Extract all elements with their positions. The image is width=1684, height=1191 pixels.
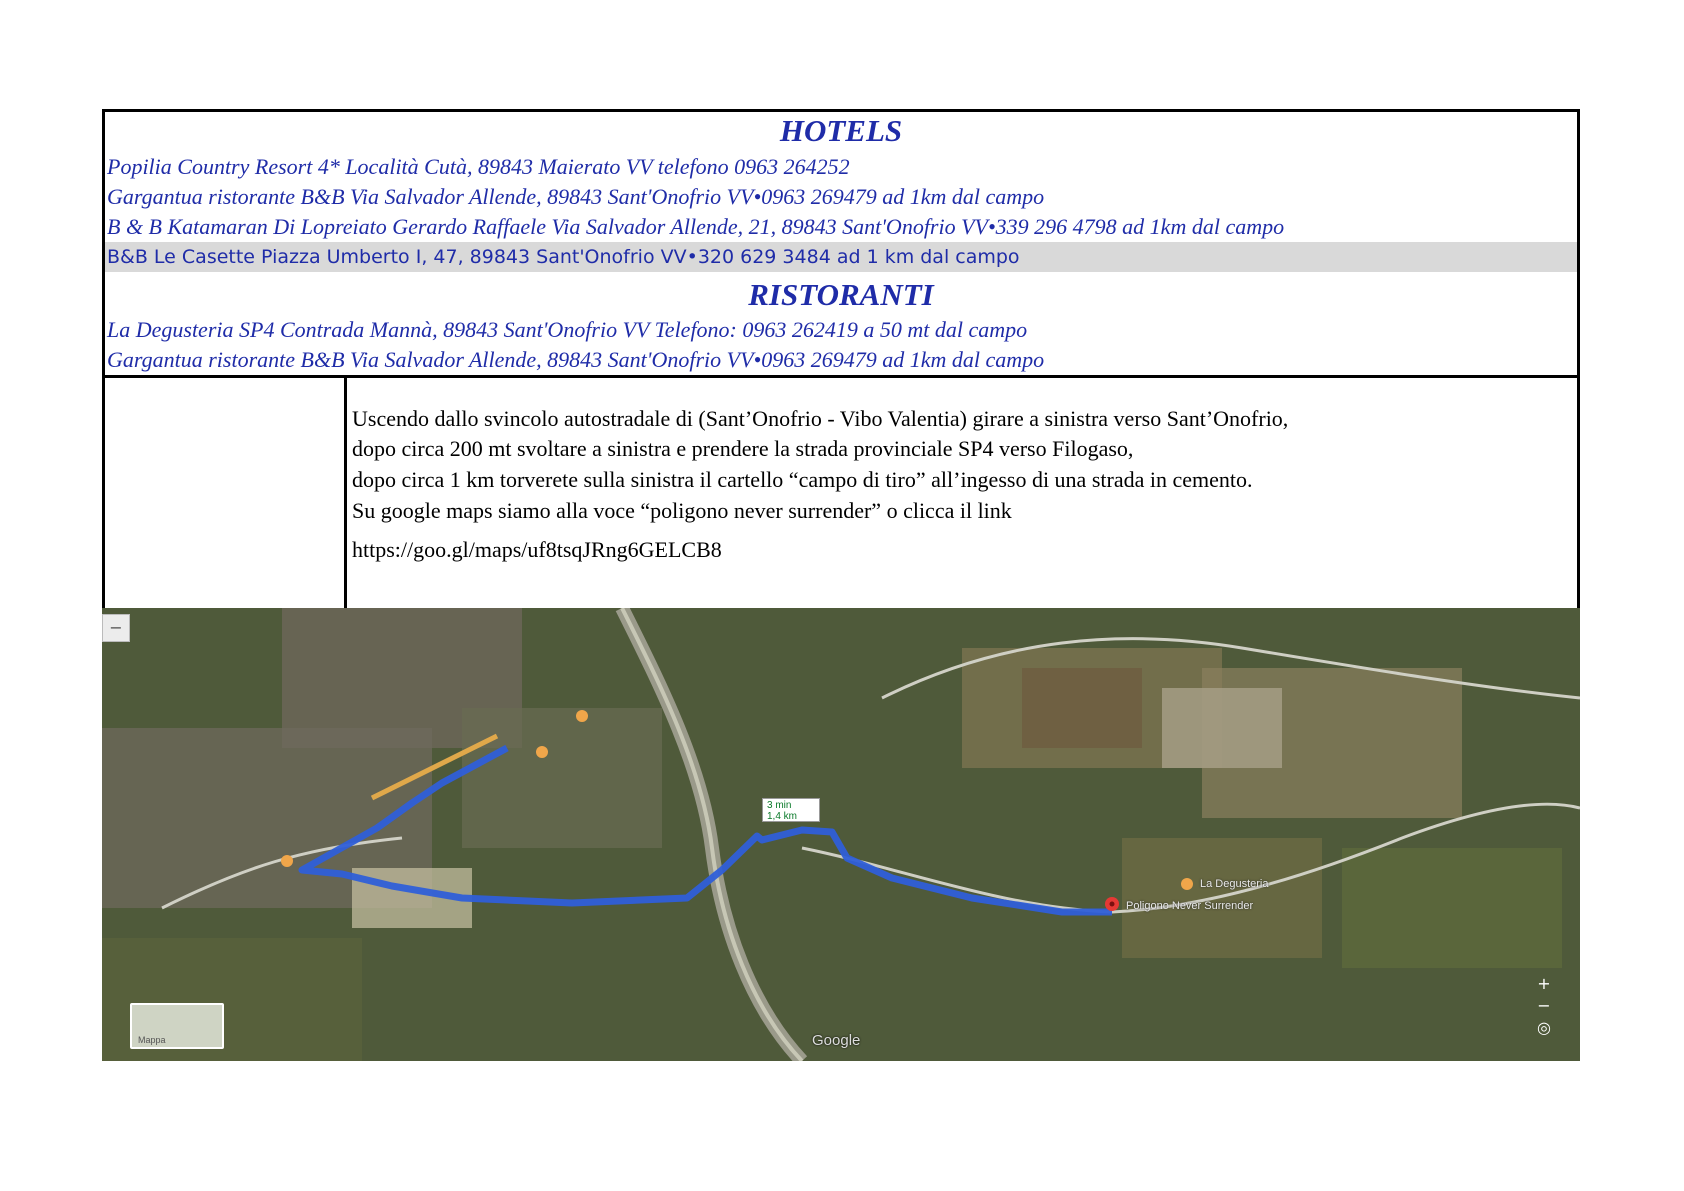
satellite-map-image [102,608,1580,1061]
directions-line-4: Su google maps siamo alla voce “poligono never surrender” o clicca il link [352,498,1012,523]
hotel-line-2: Gargantua ristorante B&B Via Salvador Allende, 89843 Sant'Onofrio VV•0963 269479 ad 1km dal campo [107,184,1045,209]
hotel-line-3: B & B Katamaran Di Lopreiato Gerardo Raffaele Via Salvador Allende, 21, 89843 Sant'Onofrio VV•339 296 4798 ad 1km dal campo [107,214,1285,239]
zoom-controls[interactable] [1531,973,1557,1053]
map-thumbnail-label: Mappa [138,1035,166,1045]
route-time: 3 min [767,800,792,811]
zoom-out-icon[interactable]: − [1537,996,1551,1015]
directions-line-3: dopo circa 1 km torverete sulla sinistra il cartello “campo di tiro” all’ingesso di una strada in cemento. [352,467,1253,492]
restaurant-line-2: Gargantua ristorante B&B Via Salvador Allende, 89843 Sant'Onofrio VV•0963 269479 ad 1km dal campo [107,347,1045,372]
directions-line-1: Uscendo dallo svincolo autostradale di (Sant’Onofrio - Vibo Valentia) girare a sinistra verso Sant’Onofrio, [352,406,1289,431]
restaurants-heading: RISTORANTI [748,277,934,312]
directions-line-2: dopo circa 200 mt svoltare a sinistra e prendere la strada provinciale SP4 verso Filogaso, [352,436,1134,461]
destination-label: Poligono Never Surrender [1126,900,1254,912]
zoom-in-icon[interactable]: + [1537,974,1551,993]
restaurant-line-1: La Degusteria SP4 Contrada Mannà, 89843 Sant'Onofrio VV Telefono: 0963 262419 a 50 mt dal campo [107,317,1028,342]
hotels-heading: HOTELS [779,113,903,148]
place-label: La Degusteria [1200,878,1269,890]
hotel-line-4: B&B Le Casette Piazza Umberto I, 47, 89843 Sant'Onofrio VV•320 629 3484 ad 1 km dal campo [105,242,1577,272]
route-map[interactable] [102,608,1580,1061]
route-distance: 1,4 km [767,811,798,822]
directions-link[interactable]: https://goo.gl/maps/uf8tsqJRng6GELCB8 [352,537,722,562]
map-thumbnail[interactable] [130,1003,224,1049]
route-badge [762,798,820,822]
collapse-button[interactable]: − [102,614,130,642]
hotel-line-1: Popilia Country Resort 4* Località Cutà, 89843 Maierato VV telefono 0963 264252 [107,154,850,179]
google-logo: Google [812,1032,861,1049]
location-icon[interactable]: ◎ [1537,1018,1551,1037]
directions-divider [344,375,347,625]
